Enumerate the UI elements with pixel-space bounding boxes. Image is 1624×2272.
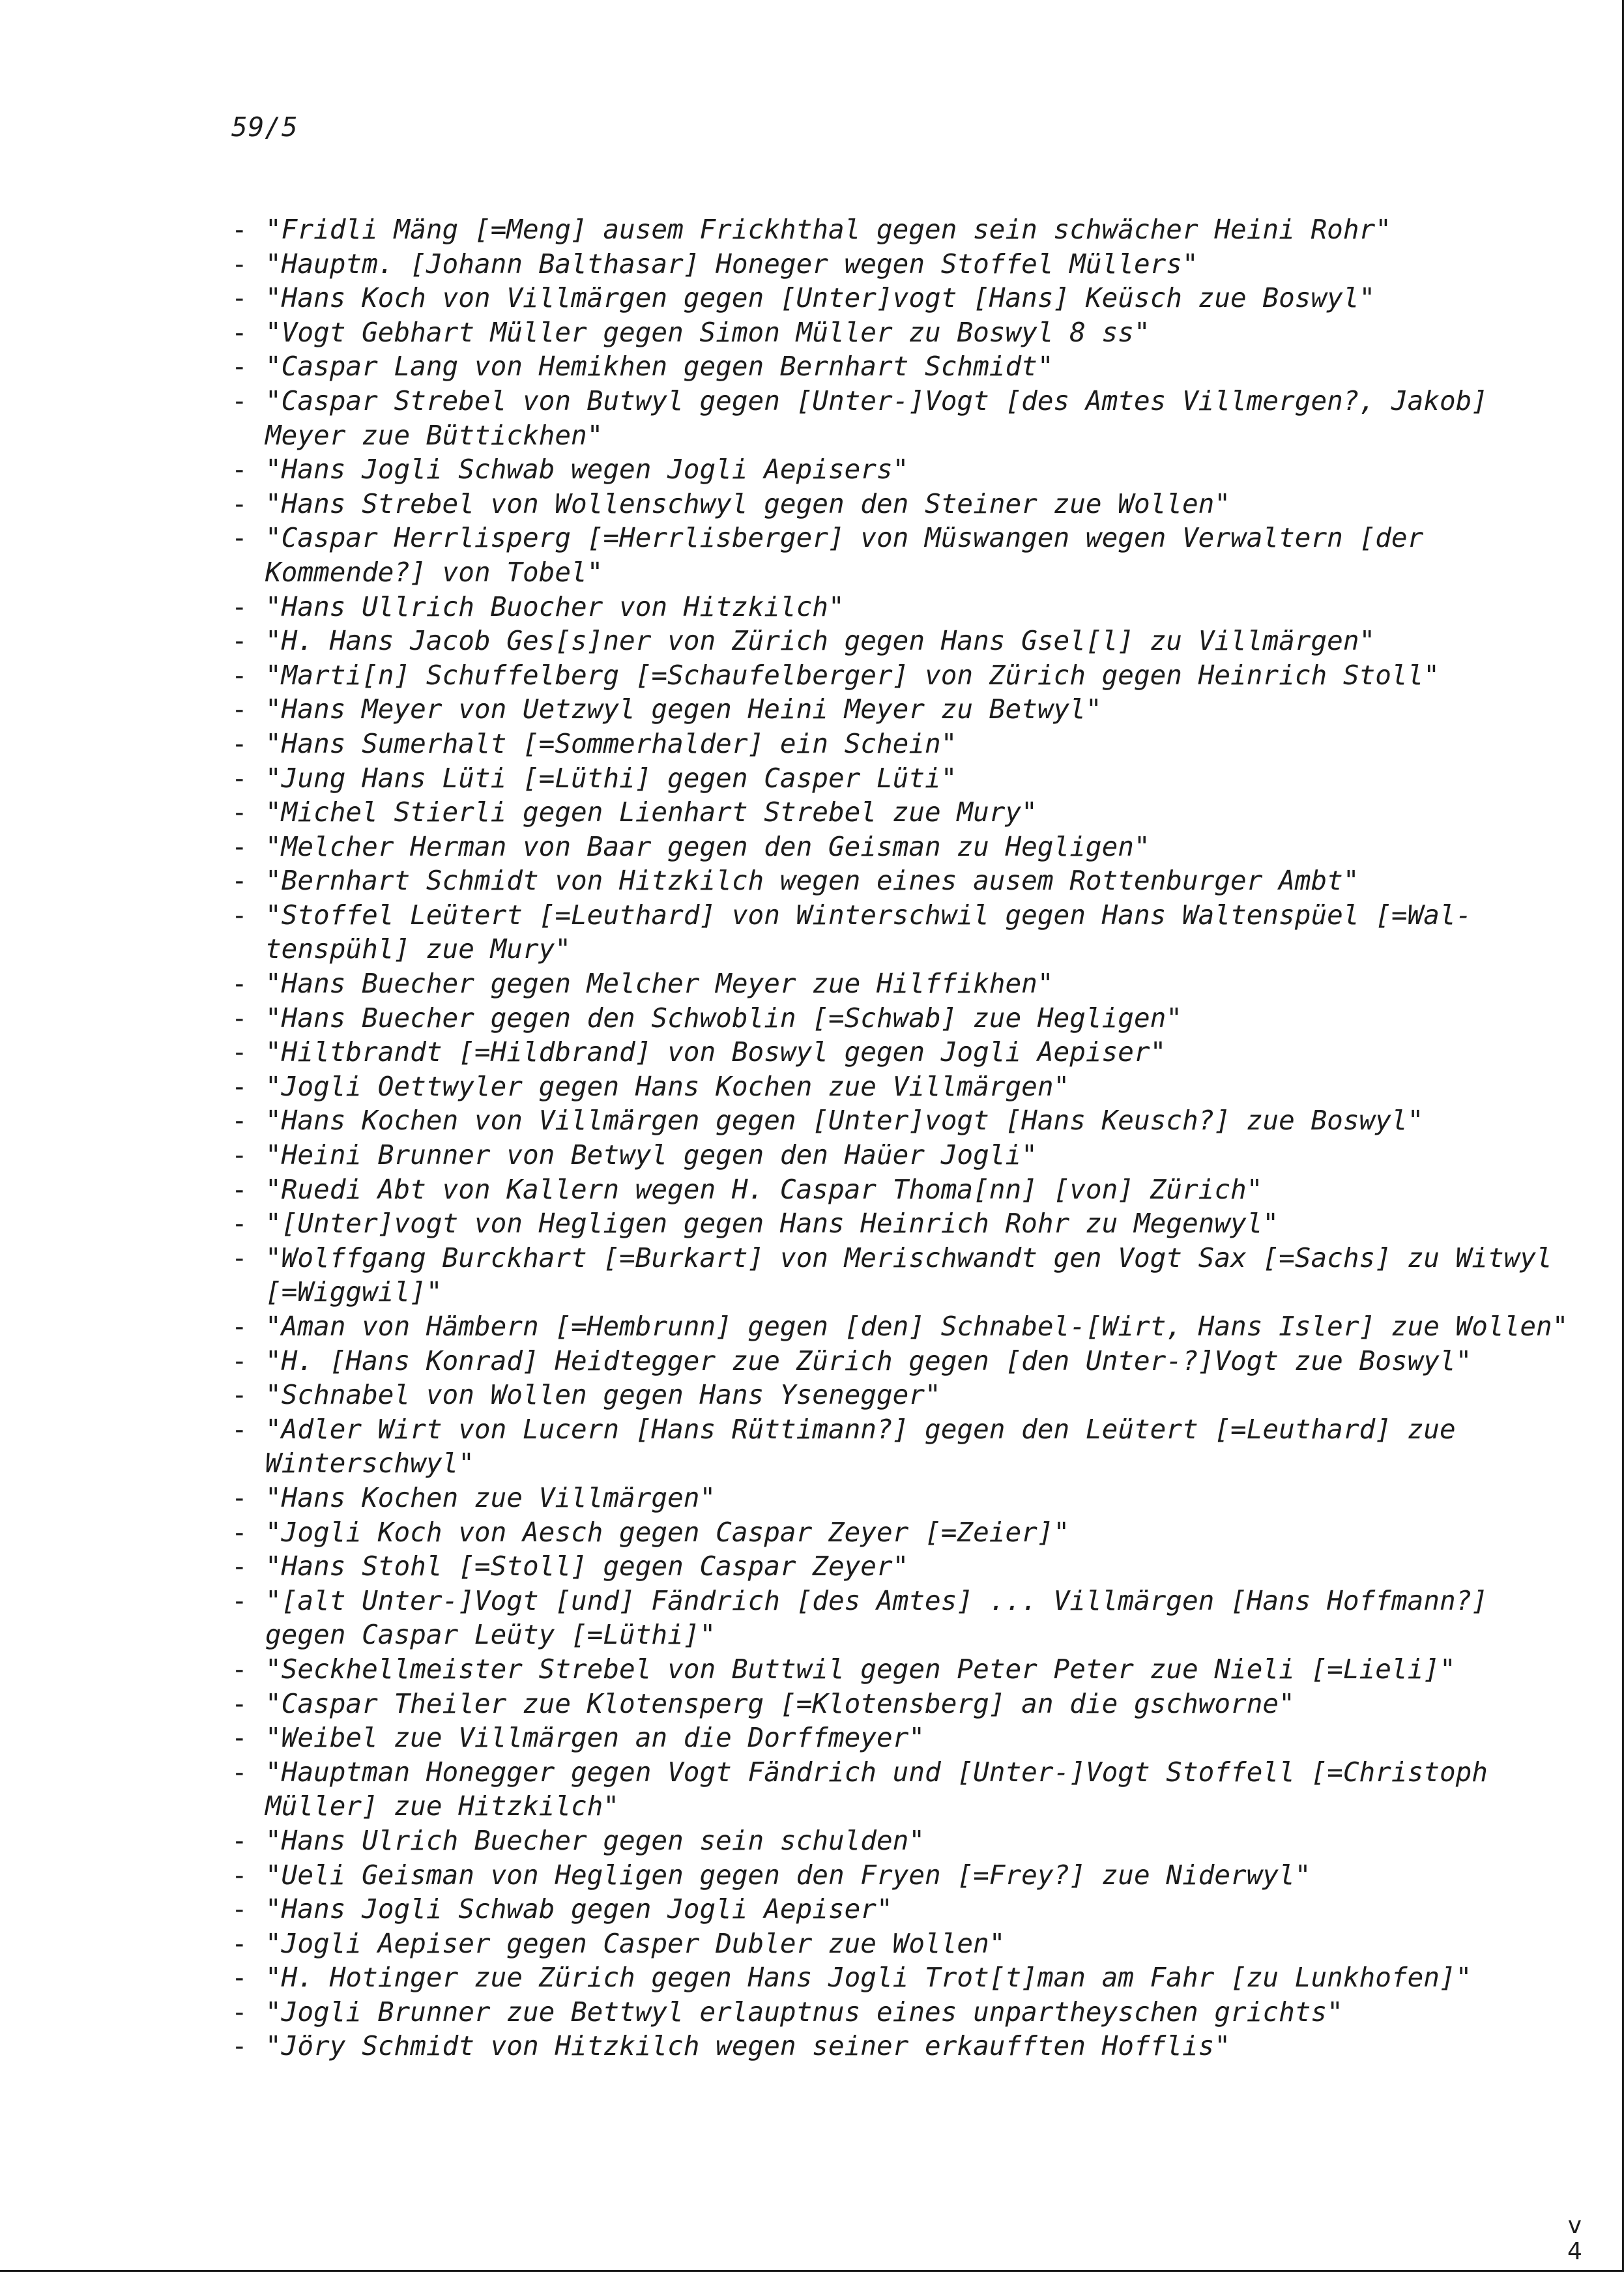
entry-text: "Stoffel Leütert [=Leuthard] von Winterschwil gegen Hans Waltenspüel [=Wal-tenspühl] zue Mury" (265, 899, 1472, 965)
bullet-dash: - (231, 727, 248, 759)
bullet-dash: - (231, 1379, 248, 1411)
bullet-dash: - (231, 522, 248, 554)
entry-text: "Hauptm. [Johann Balthasar] Honeger wegen Stoffel Müllers" (265, 248, 1198, 280)
list-item (231, 1584, 1580, 1652)
entry-text: "Hans Jogli Schwab gegen Jogli Aepiser" (265, 1893, 893, 1925)
bullet-dash: - (231, 590, 248, 622)
entry-text: "Jöry Schmidt von Hitzkilch wegen seiner erkaufften Hofflis" (265, 2030, 1231, 2062)
bullet-dash: - (231, 1516, 248, 1548)
list-item (231, 795, 1580, 830)
entry-list (231, 212, 1580, 2063)
bullet-dash: - (231, 693, 248, 725)
list-item (231, 1892, 1580, 1927)
entry-text: "Jogli Aepiser gegen Casper Dubler zue Wollen" (265, 1927, 1006, 1959)
bullet-dash: - (231, 1002, 248, 1034)
bullet-dash: - (231, 1687, 248, 1719)
margin-number: 4 (1567, 2238, 1582, 2265)
list-item (231, 1515, 1580, 1550)
entry-text: "Heini Brunner von Betwyl gegen den Haüer Jogli" (265, 1139, 1037, 1171)
entry-text: "Adler Wirt von Lucern [Hans Rüttimann?] gegen den Leütert [=Leuthard] zue Winterschwyl" (265, 1413, 1456, 1479)
entry-text: "Hans Ulrich Buecher gegen sein schulden" (265, 1824, 925, 1856)
bullet-dash: - (231, 351, 248, 383)
entry-text: "Hans Koch von Villmärgen gegen [Unter]vogt [Hans] Keüsch zue Boswyl" (265, 282, 1376, 314)
bullet-dash: - (231, 1139, 248, 1171)
entry-text: "Hans Stohl [=Stoll] gegen Caspar Zeyer" (265, 1551, 909, 1582)
list-item (231, 1206, 1580, 1241)
entry-text: "Fridli Mäng [=Meng] ausem Frickhthal gegen sein schwächer Heini Rohr" (265, 214, 1391, 245)
bullet-dash: - (231, 316, 248, 348)
entry-text: "Ueli Geisman von Hegligen gegen den Fryen [=Frey?] zue Niderwyl" (265, 1859, 1311, 1891)
bullet-dash: - (231, 1481, 248, 1513)
entry-text: "Hans Jogli Schwab wegen Jogli Aepisers" (265, 454, 909, 486)
page-number: 59/5 (231, 111, 298, 143)
entry-text: "Jogli Koch von Aesch gegen Caspar Zeyer [=Zeier]" (265, 1516, 1070, 1548)
entry-text: "Caspar Theiler zue Klotensperg [=Klotensberg] an die gschworne" (265, 1687, 1295, 1719)
list-item (231, 452, 1580, 487)
bullet-dash: - (231, 2030, 248, 2062)
entry-text: "H. [Hans Konrad] Heidtegger zue Zürich gegen [den Unter-?]Vogt zue Boswyl" (265, 1345, 1472, 1376)
list-item (231, 727, 1580, 761)
entry-text: "Jung Hans Lüti [=Lüthi] gegen Casper Lüti" (265, 762, 957, 794)
list-item (231, 590, 1580, 624)
entry-text: "Marti[n] Schuffelberg [=Schaufelberger] von Zürich gegen Heinrich Stoll" (265, 659, 1440, 691)
bullet-dash: - (231, 1105, 248, 1137)
bullet-dash: - (231, 762, 248, 794)
entry-text: "Hans Buecher gegen den Schwoblin [=Schwab] zue Hegligen" (265, 1002, 1182, 1034)
bullet-dash: - (231, 1242, 248, 1274)
list-item (231, 1035, 1580, 1070)
bullet-dash: - (231, 830, 248, 862)
bullet-dash: - (231, 1927, 248, 1959)
entry-text: "Michel Stierli gegen Lienhart Strebel zue Mury" (265, 796, 1037, 828)
list-item (231, 349, 1580, 384)
list-item (231, 1070, 1580, 1104)
bullet-dash: - (231, 385, 248, 416)
entry-text: "Hans Meyer von Uetzwyl gegen Heini Meyer zu Betwyl" (265, 693, 1102, 725)
list-item (231, 1927, 1580, 1961)
list-item (231, 281, 1580, 315)
entry-text: "Caspar Strebel von Butwyl gegen [Unter-]Vogt [des Amtes Villmergen?, Jakob] Meyer zue Büttickhen" (265, 385, 1488, 451)
bullet-dash: - (231, 1962, 248, 1994)
list-item (231, 1652, 1580, 1687)
list-item (231, 1172, 1580, 1207)
bullet-dash: - (231, 1311, 248, 1342)
entry-text: "Hauptman Honegger gegen Vogt Fändrich und [Unter-]Vogt Stoffell [=Christoph Müller] zue Hitzkilch" (265, 1756, 1488, 1822)
entry-text: "Weibel zue Villmärgen an die Dorffmeyer" (265, 1722, 925, 1754)
list-item (231, 1960, 1580, 1995)
bullet-dash: - (231, 1722, 248, 1754)
bullet-dash: - (231, 865, 248, 897)
entry-text: "Wolffgang Burckhart [=Burkart] von Merischwandt gen Vogt Sax [=Sachs] zu Witwyl [=Wiggwil]" (265, 1242, 1552, 1308)
bullet-dash: - (231, 1584, 248, 1616)
list-item (231, 1103, 1580, 1138)
bullet-dash: - (231, 1893, 248, 1925)
list-item (231, 1001, 1580, 1036)
bullet-dash: - (231, 1070, 248, 1102)
list-item (231, 898, 1580, 967)
entry-text: "Hans Buecher gegen Melcher Meyer zue Hilffikhen" (265, 968, 1054, 1000)
list-item (231, 1138, 1580, 1172)
bullet-dash: - (231, 1413, 248, 1445)
entry-text: "Jogli Oettwyler gegen Hans Kochen zue Villmärgen" (265, 1070, 1070, 1102)
entry-text: "Seckhellmeister Strebel von Buttwil gegen Peter Peter zue Nieli [=Lieli]" (265, 1653, 1456, 1685)
entry-text: "Hans Sumerhalt [=Sommerhalder] ein Schein" (265, 727, 957, 759)
list-item (231, 212, 1580, 247)
entry-text: "Hans Ullrich Buocher von Hitzkilch" (265, 590, 845, 622)
bullet-dash: - (231, 214, 248, 245)
list-item (231, 315, 1580, 350)
bullet-dash: - (231, 625, 248, 657)
list-item (231, 1481, 1580, 1515)
entry-text: "Ruedi Abt von Kallern wegen H. Caspar Thoma[nn] [von] Zürich" (265, 1173, 1263, 1205)
list-item (231, 761, 1580, 796)
list-item (231, 1687, 1580, 1721)
entry-text: "Hans Kochen zue Villmärgen" (265, 1481, 716, 1513)
entry-text: "H. Hotinger zue Zürich gegen Hans Jogli Trot[t]man am Fahr [zu Lunkhofen]" (265, 1962, 1472, 1994)
entry-text: "Aman von Hämbern [=Hembrunn] gegen [den] Schnabel-[Wirt, Hans Isler] zue Wollen" (265, 1311, 1569, 1342)
list-item (231, 247, 1580, 282)
bullet-dash: - (231, 899, 248, 931)
bullet-dash: - (231, 659, 248, 691)
list-item (231, 1309, 1580, 1344)
entry-text: "Schnabel von Wollen gegen Hans Ysenegger" (265, 1379, 941, 1411)
list-item (231, 658, 1580, 693)
list-item (231, 1549, 1580, 1584)
bullet-dash: - (231, 282, 248, 314)
entry-text: "H. Hans Jacob Ges[s]ner von Zürich gegen Hans Gsel[l] zu Villmärgen" (265, 625, 1376, 657)
entry-text: "Vogt Gebhart Müller gegen Simon Müller zu Boswyl 8 ss" (265, 316, 1150, 348)
entry-text: "Hans Strebel von Wollenschwyl gegen den Steiner zue Wollen" (265, 488, 1231, 519)
list-item (231, 521, 1580, 589)
bullet-dash: - (231, 1173, 248, 1205)
entry-text: "Melcher Herman von Baar gegen den Geisman zu Hegligen" (265, 830, 1150, 862)
check-mark: v (1567, 2212, 1582, 2239)
bullet-dash: - (231, 796, 248, 828)
bullet-dash: - (231, 1653, 248, 1685)
list-item (231, 830, 1580, 864)
bullet-dash: - (231, 1996, 248, 2028)
entry-text: "Bernhart Schmidt von Hitzkilch wegen eines ausem Rottenburger Ambt" (265, 865, 1359, 897)
list-item (231, 384, 1580, 452)
bullet-dash: - (231, 1824, 248, 1856)
list-item (231, 487, 1580, 521)
bullet-dash: - (231, 488, 248, 519)
bullet-dash: - (231, 1859, 248, 1891)
entry-text: "Jogli Brunner zue Bettwyl erlauptnus eines unpartheyschen grichts" (265, 1996, 1343, 2028)
list-item (231, 1378, 1580, 1412)
bullet-dash: - (231, 1551, 248, 1582)
list-item (231, 1995, 1580, 2030)
entry-text: "Hiltbrandt [=Hildbrand] von Boswyl gegen Jogli Aepiser" (265, 1036, 1167, 1068)
bullet-dash: - (231, 968, 248, 1000)
list-item (231, 864, 1580, 898)
entry-text: "[Unter]vogt von Hegligen gegen Hans Heinrich Rohr zu Megenwyl" (265, 1208, 1279, 1240)
bullet-dash: - (231, 248, 248, 280)
list-item (231, 1824, 1580, 1858)
list-item (231, 1721, 1580, 1755)
list-item (231, 967, 1580, 1001)
list-item (231, 1412, 1580, 1481)
entry-text: "Hans Kochen von Villmärgen gegen [Unter]vogt [Hans Keusch?] zue Boswyl" (265, 1105, 1424, 1137)
list-item (231, 624, 1580, 658)
margin-annotation (1567, 2213, 1582, 2265)
bullet-dash: - (231, 1036, 248, 1068)
bullet-dash: - (231, 1756, 248, 1788)
entry-text: "Caspar Herrlisperg [=Herrlisberger] von Müswangen wegen Verwaltern [der Kommende?] von Tobel" (265, 522, 1424, 588)
list-item (231, 1858, 1580, 1893)
list-item (231, 1241, 1580, 1309)
list-item (231, 692, 1580, 727)
bullet-dash: - (231, 1345, 248, 1376)
list-item (231, 2029, 1580, 2063)
entry-text: "[alt Unter-]Vogt [und] Fändrich [des Amtes] ... Villmärgen [Hans Hoffmann?] gegen Caspar Leüty [=Lüthi]" (265, 1584, 1488, 1651)
bullet-dash: - (231, 454, 248, 486)
list-item (231, 1344, 1580, 1378)
list-item (231, 1755, 1580, 1824)
bullet-dash: - (231, 1208, 248, 1240)
entry-text: "Caspar Lang von Hemikhen gegen Bernhart Schmidt" (265, 351, 1054, 383)
